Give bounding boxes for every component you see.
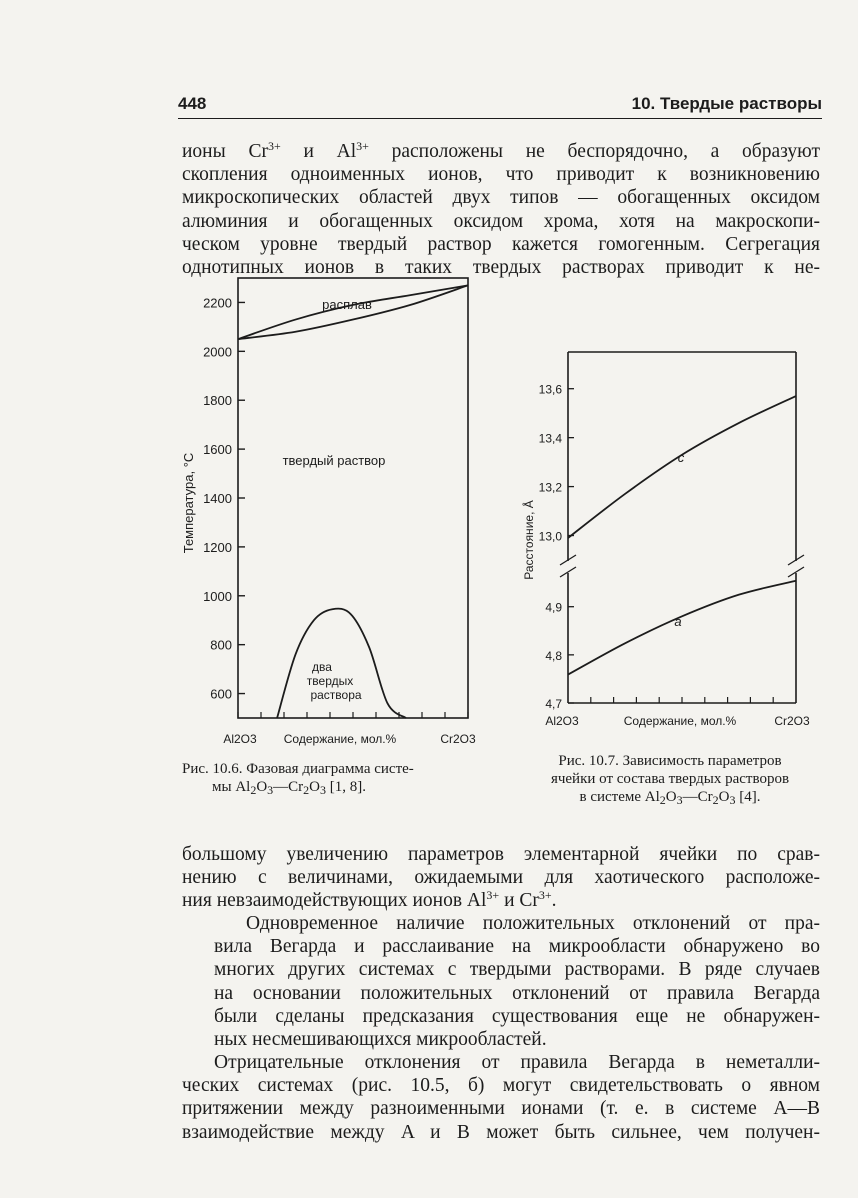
text-line: ческом уровне твердый раствор кажется гомогенным. Сегрегация: [182, 233, 820, 255]
label-two-solutions-1: два: [312, 660, 332, 674]
x-right-label: Cr2O3: [440, 732, 476, 746]
text-line: взаимодействие между A и B может быть сильнее, чем получен-: [182, 1121, 820, 1143]
label-two-solutions-2: твердых: [306, 674, 354, 688]
text-line: притяжении между разноименными ионами (т. е. в системе A—B: [182, 1098, 820, 1120]
text-line: Одновременное наличие положительных отклонений от пра-: [246, 913, 820, 934]
y-tick-label: 1000: [203, 588, 232, 604]
paragraph-3: [182, 912, 820, 1051]
y-tick-label: 13,2: [538, 480, 562, 495]
label-melt: расплав: [322, 297, 372, 312]
curve-a: [568, 581, 796, 675]
text-line: однотипных ионов в таких твердых растворах приводит к не-: [182, 257, 820, 279]
text-line: микроскопических областей двух типов — обогащенных оксидом: [182, 187, 820, 209]
y-tick-label: 13,6: [538, 382, 562, 397]
y-tick-label: 4,9: [545, 600, 562, 615]
curve-c: [568, 396, 796, 538]
caption-line: мы $Al_2O_3—Cr_2O_3$ [1, 8].: [212, 779, 367, 797]
paragraph-4: [182, 1051, 820, 1144]
y-tick-label: 1800: [203, 393, 232, 409]
text-line: многих других системах с твердыми растворами. В ряде случаев: [214, 959, 820, 981]
x-left-label: Al2O3: [223, 732, 257, 746]
text-line: ных несмешивающихся микрообластей.: [214, 1029, 547, 1051]
text-line: вила Вегарда и расслаивание на микрообласти обнаружено во: [214, 936, 820, 958]
label-solid-solution: твердый раствор: [282, 453, 386, 468]
caption-line: ячейки от состава твердых растворов: [550, 771, 790, 787]
x-axis-label: Содержание, мол.%: [283, 732, 397, 746]
y-tick-label: 4,8: [545, 648, 562, 663]
paragraph-2: [182, 843, 820, 913]
y-tick-label: 1200: [203, 539, 232, 555]
text-line: были сделаны предсказания существования еще не обнаружен-: [214, 1005, 820, 1027]
label-a: a: [674, 614, 682, 629]
y-axis-label: Расстояние, Å: [522, 500, 536, 580]
text-line: скопления одноименных ионов, что приводит к возникновению: [182, 164, 820, 186]
text-line: ионы $Cr^{3+}$ и $Al^{3+}$ расположены не беспорядочно, а образуют: [182, 139, 820, 162]
y-tick-label: 1400: [203, 491, 232, 506]
y-tick-label: 600: [210, 686, 232, 702]
y-tick-label: 4,7: [545, 697, 562, 711]
plot-frame: [560, 352, 804, 703]
x-axis-label: Содержание, мол.%: [623, 714, 737, 728]
y-axis-ticks: [539, 383, 774, 711]
page-number: 448: [178, 94, 207, 113]
label-two-solutions-3: раствора: [310, 688, 362, 702]
x-right-label: Cr2O3: [774, 714, 810, 728]
x-left-label: Al2O3: [545, 714, 579, 728]
text-line: нению с величинами, ожидаемыми для хаотического расположе-: [182, 867, 820, 889]
y-tick-label: 13,0: [538, 529, 562, 544]
figure-10-7-caption: [515, 752, 825, 806]
y-axis-label: Температура, °С: [181, 452, 196, 554]
text-line: на основании положительных отклонений от правила Вегарда: [214, 982, 820, 1004]
y-tick-label: 13,4: [538, 431, 562, 446]
text-line: Отрицательные отклонения от правила Вегарда в неметалли-: [214, 1052, 820, 1073]
y-tick-label: 2000: [203, 344, 232, 360]
caption-line: Рис. 10.6. Фазовая диаграмма систе-: [182, 761, 414, 777]
caption-line: в системе $Al_2O_3—Cr_2O_3$ [4].: [579, 789, 761, 807]
y-tick-label: 2200: [203, 295, 232, 311]
text-line: алюминия и обогащенных оксидом хрома, хотя на макроскопи-: [182, 210, 820, 232]
y-tick-label: 800: [210, 637, 232, 653]
text-line: ния невзаимодействующих ионов $Al^{3+}$ и $Cr^{3+}$.: [182, 888, 557, 912]
text-line: большому увеличению параметров элементарной ячейки по срав-: [182, 844, 820, 865]
text-line: ческих системах (рис. 10.5, б) могут свидетельствовать о явном: [182, 1075, 820, 1097]
label-c: c: [677, 450, 685, 465]
running-title: 10. Твердые растворы: [631, 94, 822, 113]
caption-line: Рис. 10.7. Зависимость параметров: [558, 753, 782, 769]
parameter-curves: [568, 396, 796, 675]
y-tick-label: 1600: [203, 442, 232, 458]
